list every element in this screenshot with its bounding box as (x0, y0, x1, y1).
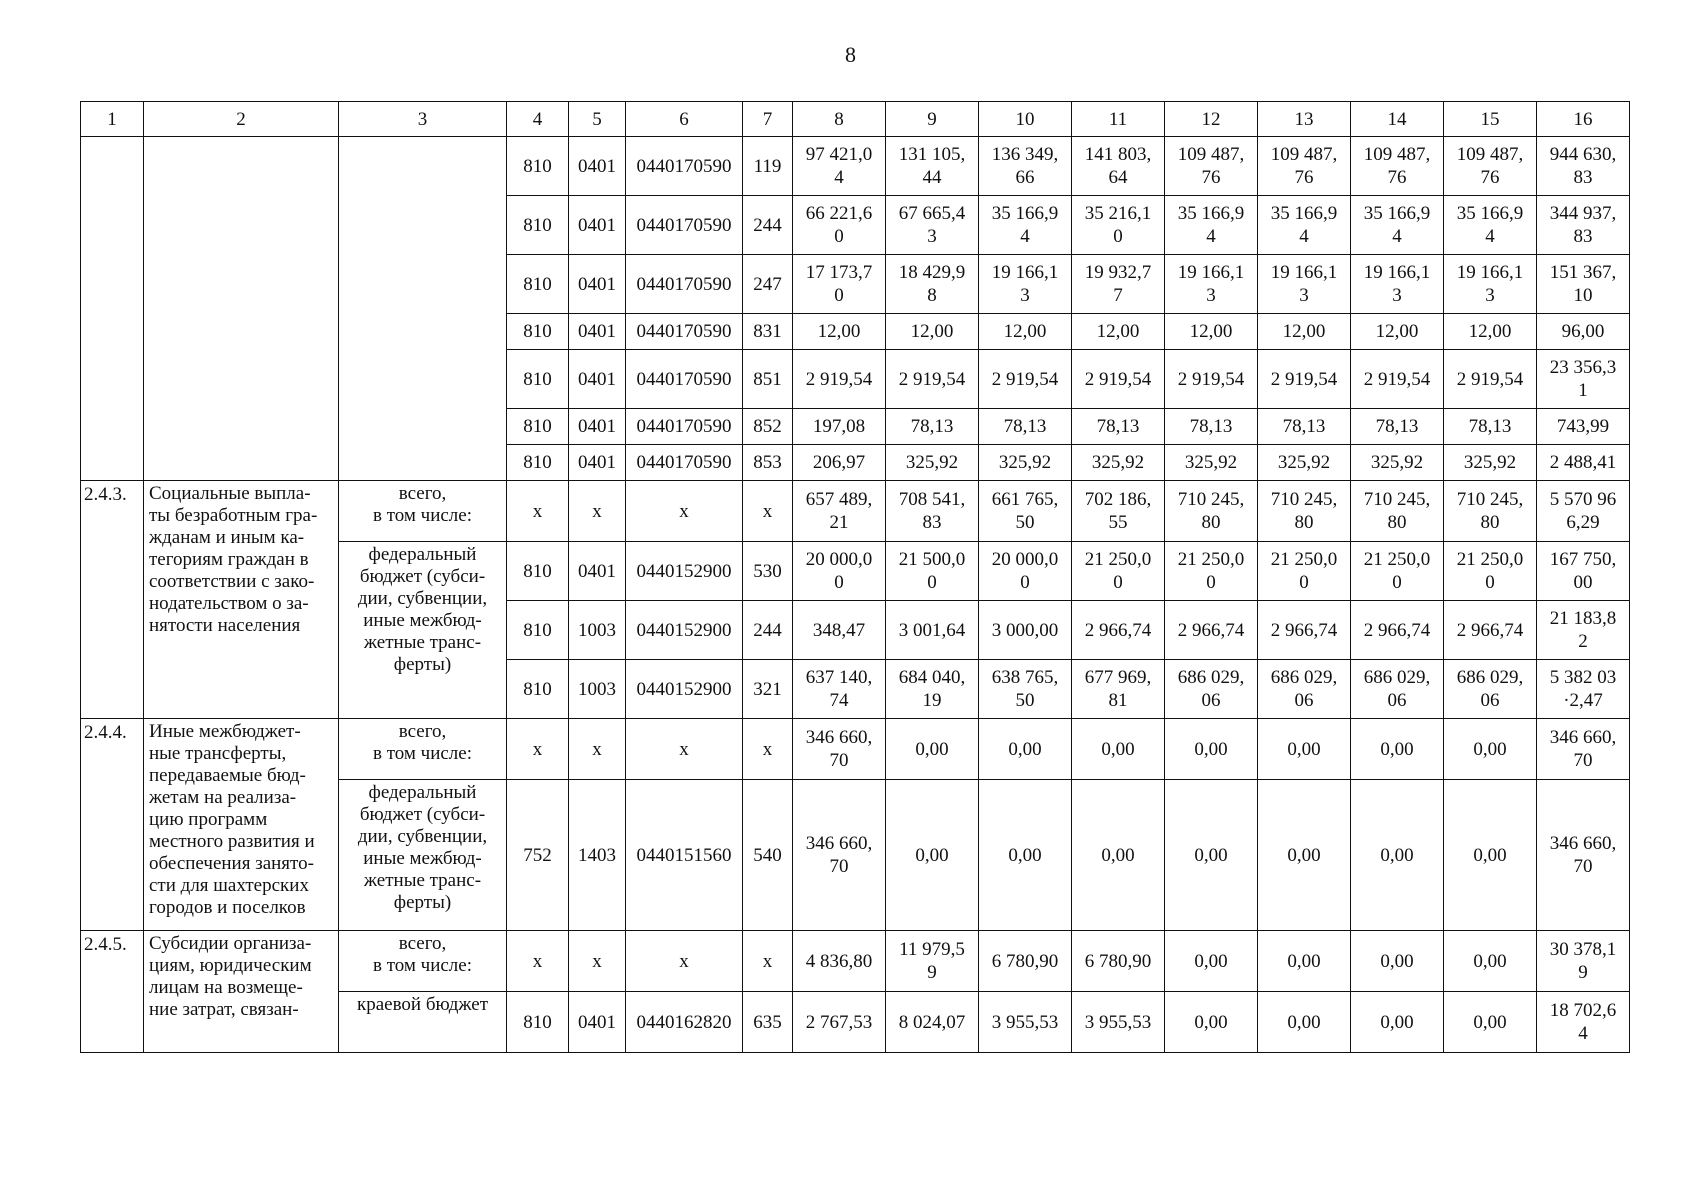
value-cell-col-16: 30 378,1 9 (1537, 931, 1630, 992)
value-cell-col-8: 2 767,53 (793, 992, 886, 1053)
value-cell-col-13: 325,92 (1258, 445, 1351, 481)
value-cell-col-10: 6 780,90 (979, 931, 1072, 992)
value-cell-col-15: 19 166,1 3 (1444, 255, 1537, 314)
col-4-cell: 810 (507, 255, 569, 314)
col-6-cell: 0440170590 (626, 196, 743, 255)
column-header-11: 11 (1072, 102, 1165, 137)
value-cell-col-10: 3 955,53 (979, 992, 1072, 1053)
col-5-cell: 1003 (569, 660, 626, 719)
value-cell-col-14: 0,00 (1351, 992, 1444, 1053)
table-row (81, 102, 1630, 137)
col-4-cell: 810 (507, 137, 569, 196)
value-cell-col-14: 710 245, 80 (1351, 481, 1444, 542)
col-4-cell: 810 (507, 314, 569, 350)
col-4-cell: 752 (507, 780, 569, 931)
value-cell-col-13: 19 166,1 3 (1258, 255, 1351, 314)
col-4-cell: 810 (507, 660, 569, 719)
column-header-15: 15 (1444, 102, 1537, 137)
col-7-cell: 853 (743, 445, 793, 481)
column-header-16: 16 (1537, 102, 1630, 137)
value-cell-col-15: 2 919,54 (1444, 350, 1537, 409)
col-6-cell: 0440170590 (626, 314, 743, 350)
value-cell-col-10: 78,13 (979, 409, 1072, 445)
value-cell-col-8: 657 489, 21 (793, 481, 886, 542)
col-7-cell: 851 (743, 350, 793, 409)
col-6-cell: 0440152900 (626, 660, 743, 719)
value-cell-col-13: 0,00 (1258, 931, 1351, 992)
table-row (81, 719, 1630, 780)
col-5-cell: х (569, 719, 626, 780)
value-cell-col-9: 8 024,07 (886, 992, 979, 1053)
value-cell-col-8: 637 140, 74 (793, 660, 886, 719)
value-cell-col-16: 151 367, 10 (1537, 255, 1630, 314)
col-6-cell: 0440170590 (626, 445, 743, 481)
column-header-10: 10 (979, 102, 1072, 137)
value-cell-col-15: 325,92 (1444, 445, 1537, 481)
value-cell-col-11: 19 932,7 7 (1072, 255, 1165, 314)
value-cell-col-8: 4 836,80 (793, 931, 886, 992)
value-cell-col-9: 325,92 (886, 445, 979, 481)
col-5-cell: 1403 (569, 780, 626, 931)
value-cell-col-11: 0,00 (1072, 780, 1165, 931)
value-cell-col-13: 12,00 (1258, 314, 1351, 350)
value-cell-col-11: 325,92 (1072, 445, 1165, 481)
value-cell-col-14: 19 166,1 3 (1351, 255, 1444, 314)
col-7-cell: 244 (743, 196, 793, 255)
value-cell-col-9: 67 665,4 3 (886, 196, 979, 255)
value-cell-col-15: 21 250,0 0 (1444, 542, 1537, 601)
budget-source: краевой бюджет (339, 992, 507, 1053)
value-cell-col-14: 2 919,54 (1351, 350, 1444, 409)
value-cell-col-10: 12,00 (979, 314, 1072, 350)
name-cell-empty (144, 137, 339, 481)
section-index: 2.4.4. (81, 719, 144, 931)
value-cell-col-12: 19 166,1 3 (1165, 255, 1258, 314)
value-cell-col-9: 684 040, 19 (886, 660, 979, 719)
value-cell-col-11: 12,00 (1072, 314, 1165, 350)
col-7-cell: 247 (743, 255, 793, 314)
value-cell-col-15: 35 166,9 4 (1444, 196, 1537, 255)
value-cell-col-15: 0,00 (1444, 931, 1537, 992)
source-cell-empty (339, 137, 507, 481)
table-body (81, 102, 1630, 1053)
value-cell-col-13: 0,00 (1258, 992, 1351, 1053)
value-cell-col-12: 325,92 (1165, 445, 1258, 481)
col-5-cell: 0401 (569, 992, 626, 1053)
value-cell-col-15: 2 966,74 (1444, 601, 1537, 660)
col-4-cell: 810 (507, 445, 569, 481)
value-cell-col-15: 0,00 (1444, 719, 1537, 780)
value-cell-col-10: 3 000,00 (979, 601, 1072, 660)
value-cell-col-8: 197,08 (793, 409, 886, 445)
value-cell-col-16: 346 660, 70 (1537, 719, 1630, 780)
col-6-cell: 0440170590 (626, 255, 743, 314)
value-cell-col-11: 6 780,90 (1072, 931, 1165, 992)
col-6-cell: 0440162820 (626, 992, 743, 1053)
section-index: 2.4.5. (81, 931, 144, 1053)
value-cell-col-8: 12,00 (793, 314, 886, 350)
index-cell-empty (81, 137, 144, 481)
value-cell-col-12: 0,00 (1165, 719, 1258, 780)
value-cell-col-8: 206,97 (793, 445, 886, 481)
column-header-12: 12 (1165, 102, 1258, 137)
col-6-cell: 0440152900 (626, 601, 743, 660)
value-cell-col-10: 661 765, 50 (979, 481, 1072, 542)
budget-table (80, 101, 1630, 1053)
value-cell-col-14: 686 029, 06 (1351, 660, 1444, 719)
value-cell-col-13: 710 245, 80 (1258, 481, 1351, 542)
value-cell-col-15: 109 487, 76 (1444, 137, 1537, 196)
section-name: Иные межбюджет- ные трансферты, передаваемые бюд- жетам на реализа- цию программ местного развития и обеспечения занято- сти для шахтерских городов и поселков (144, 719, 339, 931)
col-4-cell: 810 (507, 350, 569, 409)
value-cell-col-11: 2 919,54 (1072, 350, 1165, 409)
col-5-cell: 0401 (569, 350, 626, 409)
col-4-cell: 810 (507, 542, 569, 601)
value-cell-col-16: 96,00 (1537, 314, 1630, 350)
column-header-1: 1 (81, 102, 144, 137)
col-5-cell: 0401 (569, 196, 626, 255)
value-cell-col-13: 2 919,54 (1258, 350, 1351, 409)
table-row (81, 481, 1630, 542)
col-4-cell: 810 (507, 196, 569, 255)
value-cell-col-10: 0,00 (979, 780, 1072, 931)
column-header-2: 2 (144, 102, 339, 137)
value-cell-col-8: 66 221,6 0 (793, 196, 886, 255)
value-cell-col-10: 325,92 (979, 445, 1072, 481)
value-cell-col-8: 346 660, 70 (793, 780, 886, 931)
col-5-cell: 0401 (569, 542, 626, 601)
section-name: Социальные выпла- ты безработным гра- жданам и иным ка- тегориям граждан в соответствии с зако- нодательством о за- нятости населения (144, 481, 339, 719)
value-cell-col-14: 21 250,0 0 (1351, 542, 1444, 601)
column-header-7: 7 (743, 102, 793, 137)
col-7-cell: 119 (743, 137, 793, 196)
total-label: всего, в том числе: (339, 931, 507, 992)
col-7-cell: 530 (743, 542, 793, 601)
col-7-cell: х (743, 481, 793, 542)
value-cell-col-12: 686 029, 06 (1165, 660, 1258, 719)
value-cell-col-13: 35 166,9 4 (1258, 196, 1351, 255)
value-cell-col-12: 0,00 (1165, 992, 1258, 1053)
col-6-cell: х (626, 481, 743, 542)
value-cell-col-8: 97 421,0 4 (793, 137, 886, 196)
value-cell-col-8: 17 173,7 0 (793, 255, 886, 314)
value-cell-col-10: 136 349, 66 (979, 137, 1072, 196)
value-cell-col-9: 11 979,5 9 (886, 931, 979, 992)
value-cell-col-12: 78,13 (1165, 409, 1258, 445)
value-cell-col-12: 0,00 (1165, 780, 1258, 931)
total-label: всего, в том числе: (339, 719, 507, 780)
value-cell-col-12: 710 245, 80 (1165, 481, 1258, 542)
col-4-cell: 810 (507, 601, 569, 660)
value-cell-col-15: 0,00 (1444, 992, 1537, 1053)
value-cell-col-9: 0,00 (886, 719, 979, 780)
col-4-cell: х (507, 481, 569, 542)
value-cell-col-12: 2 966,74 (1165, 601, 1258, 660)
value-cell-col-11: 35 216,1 0 (1072, 196, 1165, 255)
value-cell-col-11: 3 955,53 (1072, 992, 1165, 1053)
value-cell-col-10: 0,00 (979, 719, 1072, 780)
value-cell-col-8: 346 660, 70 (793, 719, 886, 780)
col-5-cell: 0401 (569, 255, 626, 314)
value-cell-col-16: 743,99 (1537, 409, 1630, 445)
value-cell-col-8: 348,47 (793, 601, 886, 660)
value-cell-col-11: 702 186, 55 (1072, 481, 1165, 542)
value-cell-col-9: 2 919,54 (886, 350, 979, 409)
value-cell-col-10: 35 166,9 4 (979, 196, 1072, 255)
col-4-cell: 810 (507, 992, 569, 1053)
column-header-5: 5 (569, 102, 626, 137)
column-header-4: 4 (507, 102, 569, 137)
col-6-cell: 0440151560 (626, 780, 743, 931)
value-cell-col-14: 35 166,9 4 (1351, 196, 1444, 255)
section-name: Субсидии организа- циям, юридическим лицам на возмеще- ние затрат, связан- (144, 931, 339, 1053)
value-cell-col-16: 5 382 03 ·2,47 (1537, 660, 1630, 719)
value-cell-col-16: 344 937, 83 (1537, 196, 1630, 255)
value-cell-col-16: 167 750, 00 (1537, 542, 1630, 601)
col-6-cell: 0440170590 (626, 350, 743, 409)
col-7-cell: 540 (743, 780, 793, 931)
col-7-cell: х (743, 719, 793, 780)
value-cell-col-12: 0,00 (1165, 931, 1258, 992)
column-header-3: 3 (339, 102, 507, 137)
page-number: 8 (845, 42, 856, 67)
value-cell-col-12: 21 250,0 0 (1165, 542, 1258, 601)
value-cell-col-11: 677 969, 81 (1072, 660, 1165, 719)
value-cell-col-14: 325,92 (1351, 445, 1444, 481)
value-cell-col-15: 12,00 (1444, 314, 1537, 350)
value-cell-col-12: 2 919,54 (1165, 350, 1258, 409)
value-cell-col-10: 20 000,0 0 (979, 542, 1072, 601)
value-cell-col-9: 21 500,0 0 (886, 542, 979, 601)
value-cell-col-10: 638 765, 50 (979, 660, 1072, 719)
value-cell-col-13: 686 029, 06 (1258, 660, 1351, 719)
value-cell-col-9: 708 541, 83 (886, 481, 979, 542)
column-header-8: 8 (793, 102, 886, 137)
table-row (81, 137, 1630, 196)
col-7-cell: 852 (743, 409, 793, 445)
col-4-cell: 810 (507, 409, 569, 445)
value-cell-col-9: 0,00 (886, 780, 979, 931)
value-cell-col-11: 78,13 (1072, 409, 1165, 445)
col-6-cell: 0440170590 (626, 137, 743, 196)
value-cell-col-13: 21 250,0 0 (1258, 542, 1351, 601)
value-cell-col-9: 78,13 (886, 409, 979, 445)
table-row (81, 931, 1630, 992)
value-cell-col-12: 35 166,9 4 (1165, 196, 1258, 255)
value-cell-col-11: 141 803, 64 (1072, 137, 1165, 196)
value-cell-col-8: 2 919,54 (793, 350, 886, 409)
value-cell-col-14: 12,00 (1351, 314, 1444, 350)
value-cell-col-9: 18 429,9 8 (886, 255, 979, 314)
value-cell-col-13: 109 487, 76 (1258, 137, 1351, 196)
column-header-14: 14 (1351, 102, 1444, 137)
col-5-cell: х (569, 481, 626, 542)
col-4-cell: х (507, 931, 569, 992)
col-6-cell: х (626, 719, 743, 780)
value-cell-col-13: 78,13 (1258, 409, 1351, 445)
col-5-cell: 0401 (569, 409, 626, 445)
value-cell-col-9: 3 001,64 (886, 601, 979, 660)
section-index: 2.4.3. (81, 481, 144, 719)
col-7-cell: 321 (743, 660, 793, 719)
budget-source: федеральный бюджет (субси- дии, субвенции, иные межбюд- жетные транс- ферты) (339, 542, 507, 719)
value-cell-col-11: 21 250,0 0 (1072, 542, 1165, 601)
col-6-cell: 0440170590 (626, 409, 743, 445)
value-cell-col-13: 0,00 (1258, 719, 1351, 780)
value-cell-col-15: 78,13 (1444, 409, 1537, 445)
value-cell-col-15: 686 029, 06 (1444, 660, 1537, 719)
value-cell-col-10: 19 166,1 3 (979, 255, 1072, 314)
col-7-cell: х (743, 931, 793, 992)
value-cell-col-14: 0,00 (1351, 780, 1444, 931)
value-cell-col-11: 2 966,74 (1072, 601, 1165, 660)
value-cell-col-15: 0,00 (1444, 780, 1537, 931)
col-5-cell: 1003 (569, 601, 626, 660)
value-cell-col-14: 0,00 (1351, 931, 1444, 992)
col-5-cell: 0401 (569, 314, 626, 350)
value-cell-col-9: 12,00 (886, 314, 979, 350)
column-header-6: 6 (626, 102, 743, 137)
value-cell-col-16: 944 630, 83 (1537, 137, 1630, 196)
col-4-cell: х (507, 719, 569, 780)
value-cell-col-14: 78,13 (1351, 409, 1444, 445)
value-cell-col-12: 109 487, 76 (1165, 137, 1258, 196)
value-cell-col-8: 20 000,0 0 (793, 542, 886, 601)
column-header-9: 9 (886, 102, 979, 137)
col-5-cell: 0401 (569, 137, 626, 196)
value-cell-col-16: 2 488,41 (1537, 445, 1630, 481)
value-cell-col-13: 2 966,74 (1258, 601, 1351, 660)
value-cell-col-16: 23 356,3 1 (1537, 350, 1630, 409)
value-cell-col-14: 2 966,74 (1351, 601, 1444, 660)
col-6-cell: х (626, 931, 743, 992)
value-cell-col-16: 21 183,8 2 (1537, 601, 1630, 660)
value-cell-col-11: 0,00 (1072, 719, 1165, 780)
value-cell-col-16: 5 570 96 6,29 (1537, 481, 1630, 542)
col-7-cell: 831 (743, 314, 793, 350)
budget-source: федеральный бюджет (субси- дии, субвенции, иные межбюд- жетные транс- ферты) (339, 780, 507, 931)
value-cell-col-10: 2 919,54 (979, 350, 1072, 409)
col-7-cell: 244 (743, 601, 793, 660)
value-cell-col-15: 710 245, 80 (1444, 481, 1537, 542)
value-cell-col-16: 346 660, 70 (1537, 780, 1630, 931)
total-label: всего, в том числе: (339, 481, 507, 542)
col-6-cell: 0440152900 (626, 542, 743, 601)
value-cell-col-12: 12,00 (1165, 314, 1258, 350)
value-cell-col-13: 0,00 (1258, 780, 1351, 931)
value-cell-col-14: 109 487, 76 (1351, 137, 1444, 196)
col-7-cell: 635 (743, 992, 793, 1053)
col-5-cell: х (569, 931, 626, 992)
col-5-cell: 0401 (569, 445, 626, 481)
value-cell-col-14: 0,00 (1351, 719, 1444, 780)
column-header-13: 13 (1258, 102, 1351, 137)
value-cell-col-9: 131 105, 44 (886, 137, 979, 196)
value-cell-col-16: 18 702,6 4 (1537, 992, 1630, 1053)
